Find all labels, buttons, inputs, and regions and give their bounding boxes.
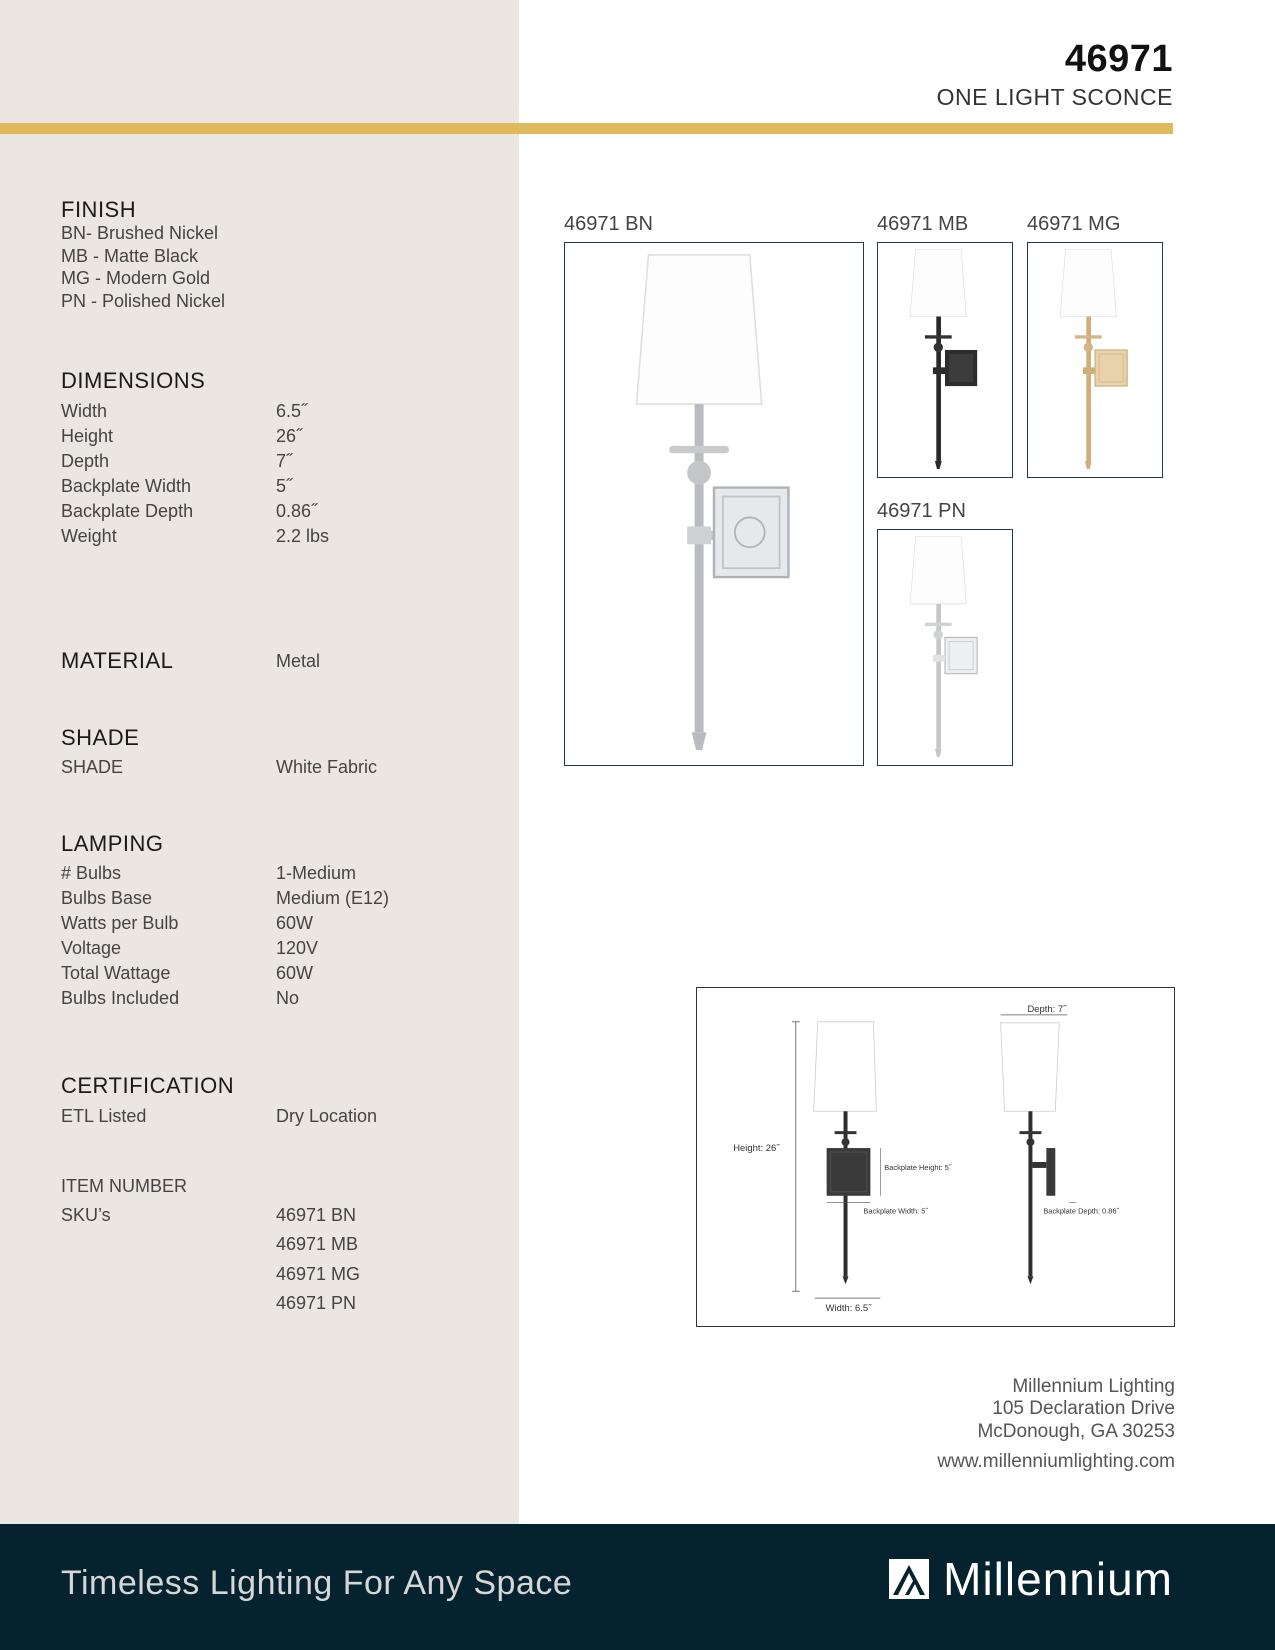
brand-logo bbox=[889, 1552, 1173, 1606]
sku-value: 46971 MG bbox=[276, 1264, 361, 1284]
certification-label: ETL Listed bbox=[61, 1106, 147, 1126]
variant-photo-mg[interactable] bbox=[1027, 242, 1163, 478]
sku-value: 46971 MB bbox=[276, 1234, 359, 1254]
finish-item: BN- Brushed Nickel bbox=[61, 223, 219, 243]
variant-label-mb: 46971 MB bbox=[877, 213, 969, 235]
dimension-label: Backplate Depth bbox=[61, 501, 194, 521]
lamping-value: 120V bbox=[276, 938, 319, 958]
shade-label: SHADE bbox=[61, 757, 124, 777]
dimension-label: Backplate Width bbox=[61, 476, 192, 496]
dimension-drawing bbox=[696, 987, 1175, 1327]
lamping-value: Medium (E12) bbox=[276, 888, 390, 908]
lamping-value: 1-Medium bbox=[276, 863, 357, 883]
height-callout: Height: 26˝ bbox=[733, 1143, 780, 1155]
brand-name: Millennium bbox=[943, 1553, 1173, 1605]
certification-value: Dry Location bbox=[276, 1106, 378, 1126]
lamping-label: Total Wattage bbox=[61, 963, 171, 983]
lamping-value: No bbox=[276, 988, 300, 1008]
accent-divider bbox=[0, 123, 1173, 134]
certification-title: CERTIFICATION bbox=[61, 1073, 235, 1098]
sconce-image-mb bbox=[878, 243, 1012, 477]
lamping-label: Watts per Bulb bbox=[61, 913, 179, 933]
finish-item: MG - Modern Gold bbox=[61, 268, 211, 288]
sconce-image-pn bbox=[878, 530, 1012, 765]
sku-value: 46971 PN bbox=[276, 1293, 357, 1313]
variant-photo-bn[interactable] bbox=[564, 242, 864, 766]
lamping-value: 60W bbox=[276, 913, 314, 933]
lamping-label: Bulbs Included bbox=[61, 988, 180, 1008]
dimension-value: 7˝ bbox=[276, 451, 293, 471]
backplate-height-callout: Backplate Height: 5˝ bbox=[884, 1162, 952, 1172]
lamping-title: LAMPING bbox=[61, 831, 164, 856]
millennium-logo-icon bbox=[889, 1559, 929, 1599]
dimension-diagram bbox=[697, 988, 1174, 1326]
dimension-label: Depth bbox=[61, 451, 110, 471]
sku-label: SKU’s bbox=[61, 1205, 111, 1225]
company-street: 105 Declaration Drive bbox=[992, 1398, 1175, 1419]
dimension-value: 2.2 lbs bbox=[276, 526, 330, 546]
finish-item: MB - Matte Black bbox=[61, 246, 199, 266]
company-city: McDonough, GA 30253 bbox=[977, 1421, 1175, 1442]
dimensions-title: DIMENSIONS bbox=[61, 368, 206, 393]
variant-label-bn: 46971 BN bbox=[564, 213, 653, 235]
variant-photo-mb[interactable] bbox=[877, 242, 1013, 478]
width-callout: Width: 6.5˝ bbox=[825, 1303, 872, 1315]
company-website[interactable]: www.millenniumlighting.com bbox=[937, 1451, 1175, 1472]
item-number-title: ITEM NUMBER bbox=[61, 1176, 187, 1196]
dimension-value: 5˝ bbox=[276, 476, 293, 496]
lamping-label: Bulbs Base bbox=[61, 888, 153, 908]
depth-callout: Depth: 7˝ bbox=[1027, 1003, 1067, 1015]
product-number: 46971 bbox=[1064, 38, 1173, 80]
backplate-width-callout: Backplate Width: 5˝ bbox=[863, 1206, 928, 1216]
finish-item: PN - Polished Nickel bbox=[61, 291, 226, 311]
shade-value: White Fabric bbox=[276, 757, 378, 777]
variant-photo-pn[interactable] bbox=[877, 529, 1013, 766]
lamping-label: # Bulbs bbox=[61, 863, 122, 883]
lamping-label: Voltage bbox=[61, 938, 122, 958]
variant-label-mg: 46971 MG bbox=[1027, 213, 1121, 235]
lamping-value: 60W bbox=[276, 963, 314, 983]
finish-title: FINISH bbox=[61, 197, 137, 222]
dimension-label: Height bbox=[61, 426, 114, 446]
variant-label-pn: 46971 PN bbox=[877, 500, 966, 522]
dimension-label: Weight bbox=[61, 526, 117, 546]
shade-title: SHADE bbox=[61, 725, 140, 750]
company-name: Millennium Lighting bbox=[1012, 1376, 1175, 1397]
product-name: ONE LIGHT SCONCE bbox=[936, 84, 1173, 110]
footer bbox=[0, 1524, 1275, 1650]
tagline: Timeless Lighting For Any Space bbox=[61, 1564, 573, 1602]
sconce-image-mg bbox=[1028, 243, 1162, 477]
sku-value: 46971 BN bbox=[276, 1205, 357, 1225]
material-value: Metal bbox=[276, 651, 321, 671]
sconce-image-bn bbox=[565, 243, 863, 765]
dimension-value: 26˝ bbox=[276, 426, 303, 446]
dimension-value: 0.86˝ bbox=[276, 501, 318, 521]
dimension-value: 6.5˝ bbox=[276, 401, 308, 421]
backplate-depth-callout: Backplate Depth: 0.86˝ bbox=[1043, 1206, 1120, 1216]
material-title: MATERIAL bbox=[61, 648, 174, 673]
dimension-label: Width bbox=[61, 401, 108, 421]
